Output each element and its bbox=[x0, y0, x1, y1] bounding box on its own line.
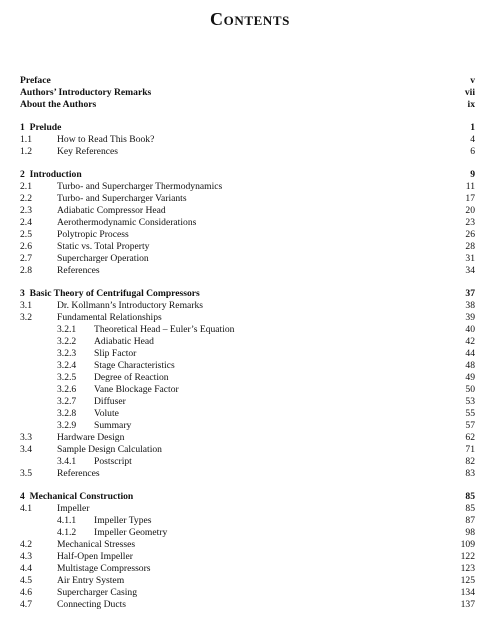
toc-entry-page: 37 bbox=[465, 288, 475, 299]
toc-entry-page: 85 bbox=[465, 491, 475, 502]
section-title: Supercharger Operation bbox=[57, 253, 149, 264]
toc-section-entry[interactable] bbox=[20, 468, 475, 480]
section-title: Key References bbox=[57, 146, 118, 157]
toc-section-entry[interactable] bbox=[20, 253, 475, 265]
section-title: Connecting Ducts bbox=[57, 599, 127, 610]
toc-entry-preface[interactable] bbox=[20, 75, 475, 87]
chapter-title-text: Mechanical Construction bbox=[29, 491, 134, 502]
toc-section-entry[interactable] bbox=[20, 193, 475, 205]
chapter-title bbox=[20, 169, 82, 181]
toc-subsection-entry[interactable] bbox=[20, 384, 475, 396]
section-title: Dr. Kollmann’s Introductory Remarks bbox=[57, 300, 204, 311]
toc-section-entry[interactable] bbox=[20, 432, 475, 444]
chapter-title-text: Introduction bbox=[29, 169, 82, 180]
section-title: Adiabatic Compressor Head bbox=[57, 205, 166, 216]
toc-entry-page: v bbox=[470, 75, 475, 86]
toc-entry-page: 123 bbox=[460, 563, 475, 574]
section-number: 3.2.7 bbox=[57, 396, 77, 407]
toc-entry-page: 39 bbox=[465, 312, 475, 323]
section-number: 3.2.9 bbox=[57, 420, 77, 431]
section-title: Impeller bbox=[57, 503, 90, 514]
toc-entry-page: 49 bbox=[465, 372, 475, 383]
section-title: How to Read This Book? bbox=[57, 134, 155, 145]
section-title: Air Entry System bbox=[57, 575, 125, 586]
section-number: 3.2.6 bbox=[57, 384, 77, 395]
section-title: Mechanical Stresses bbox=[57, 539, 136, 550]
section-number: 3.5 bbox=[20, 468, 32, 479]
toc-section-entry[interactable] bbox=[20, 539, 475, 551]
chapter-title bbox=[20, 491, 133, 503]
section-number: 4.4 bbox=[20, 563, 32, 574]
section-number: 3.2.2 bbox=[57, 336, 77, 347]
toc-spacer bbox=[20, 277, 475, 288]
section-number: 2.5 bbox=[20, 229, 32, 240]
toc-section-entry[interactable] bbox=[20, 312, 475, 324]
toc-entry-page: 53 bbox=[465, 396, 475, 407]
section-number: 3.2.1 bbox=[57, 324, 77, 335]
section-title: Volute bbox=[94, 408, 119, 419]
toc-entry-page: 40 bbox=[465, 324, 475, 335]
toc-entry-page: 9 bbox=[470, 169, 475, 180]
toc-entry-page: 134 bbox=[460, 587, 475, 598]
toc-entry-page: 50 bbox=[465, 384, 475, 395]
toc-entry-page: 87 bbox=[465, 515, 475, 526]
section-number: 4.1.1 bbox=[57, 515, 77, 526]
section-number: 2.3 bbox=[20, 205, 32, 216]
toc-entry-page: 122 bbox=[460, 551, 475, 562]
section-number: 3.4.1 bbox=[57, 456, 77, 467]
toc-entry-page: 109 bbox=[460, 539, 475, 550]
section-title: Stage Characteristics bbox=[94, 360, 175, 371]
section-title: Fundamental Relationships bbox=[57, 312, 162, 323]
section-title: Impeller Geometry bbox=[94, 527, 168, 538]
toc-entry-page: 28 bbox=[465, 241, 475, 252]
toc-section-entry[interactable] bbox=[20, 503, 475, 515]
chapter-heading[interactable] bbox=[20, 122, 475, 134]
chapter-number: 2 bbox=[20, 169, 25, 180]
section-number: 2.1 bbox=[20, 181, 32, 192]
chapter-title bbox=[20, 288, 200, 300]
toc-subsection-entry[interactable] bbox=[20, 336, 475, 348]
section-title: Slip Factor bbox=[94, 348, 137, 359]
toc-entry-page: 137 bbox=[460, 599, 475, 610]
section-number: 2.2 bbox=[20, 193, 32, 204]
section-number: 4.6 bbox=[20, 587, 32, 598]
toc-entry-page: 31 bbox=[465, 253, 475, 264]
toc-entry-page: 20 bbox=[465, 205, 475, 216]
toc-section-entry[interactable] bbox=[20, 265, 475, 277]
section-number: 2.6 bbox=[20, 241, 32, 252]
page-title: Contents bbox=[210, 9, 290, 29]
toc-section-entry[interactable] bbox=[20, 241, 475, 253]
toc-entry-page: 55 bbox=[465, 408, 475, 419]
toc-section-entry[interactable] bbox=[20, 217, 475, 229]
chapter-number: 4 bbox=[20, 491, 25, 502]
toc-spacer bbox=[20, 158, 475, 169]
toc-section-entry[interactable] bbox=[20, 587, 475, 599]
toc-entry-page: 83 bbox=[465, 468, 475, 479]
section-number: 2.7 bbox=[20, 253, 32, 264]
toc-entry-page: 57 bbox=[465, 420, 475, 431]
toc-entry-page: 34 bbox=[465, 265, 475, 276]
chapter-heading[interactable] bbox=[20, 288, 475, 300]
toc-subsection-entry[interactable] bbox=[20, 420, 475, 432]
toc-entry-page: 26 bbox=[465, 229, 475, 240]
toc-entry-page: 48 bbox=[465, 360, 475, 371]
toc-entry-title: About the Authors bbox=[20, 99, 97, 110]
section-number: 4.7 bbox=[20, 599, 32, 610]
table-of-contents bbox=[20, 75, 475, 611]
section-number: 3.4 bbox=[20, 444, 32, 455]
toc-subsection-entry[interactable] bbox=[20, 408, 475, 420]
toc-entry-page: ix bbox=[467, 99, 475, 110]
toc-spacer bbox=[20, 480, 475, 491]
toc-spacer bbox=[20, 111, 475, 122]
section-title: Turbo- and Supercharger Variants bbox=[57, 193, 187, 204]
toc-section-entry[interactable] bbox=[20, 551, 475, 563]
section-number: 3.2.5 bbox=[57, 372, 77, 383]
section-number: 3.2 bbox=[20, 312, 32, 323]
toc-entry-title: Preface bbox=[20, 75, 51, 86]
toc-section-entry[interactable] bbox=[20, 444, 475, 456]
section-title: Turbo- and Supercharger Thermodynamics bbox=[57, 181, 223, 192]
toc-subsection-entry[interactable] bbox=[20, 527, 475, 539]
section-number: 1.2 bbox=[20, 146, 32, 157]
toc-entry-page: 98 bbox=[465, 527, 475, 538]
section-title: Postscript bbox=[94, 456, 132, 467]
toc-entry-page: 42 bbox=[465, 336, 475, 347]
chapter-heading[interactable] bbox=[20, 491, 475, 503]
toc-section-entry[interactable] bbox=[20, 599, 475, 611]
toc-entry-page: 11 bbox=[465, 181, 475, 192]
toc-section-entry[interactable] bbox=[20, 229, 475, 241]
toc-entry-page: 38 bbox=[465, 300, 475, 311]
toc-entry-page: 23 bbox=[465, 217, 475, 228]
toc-entry-title: Authors’ Introductory Remarks bbox=[20, 87, 152, 98]
section-title: Vane Blockage Factor bbox=[94, 384, 179, 395]
toc-subsection-entry[interactable] bbox=[20, 324, 475, 336]
section-number: 4.2 bbox=[20, 539, 32, 550]
section-title: Summary bbox=[94, 420, 132, 431]
toc-subsection-entry[interactable] bbox=[20, 372, 475, 384]
chapter-number: 3 bbox=[20, 288, 25, 299]
chapter-heading[interactable] bbox=[20, 169, 475, 181]
section-title: Multistage Compressors bbox=[57, 563, 151, 574]
section-number: 4.3 bbox=[20, 551, 32, 562]
section-title: Aerothermodynamic Considerations bbox=[57, 217, 197, 228]
section-title: References bbox=[57, 265, 100, 276]
section-title: Theoretical Head – Euler’s Equation bbox=[94, 324, 235, 335]
section-number: 3.2.3 bbox=[57, 348, 77, 359]
toc-entry-page: 71 bbox=[465, 444, 475, 455]
toc-entry-page: 62 bbox=[465, 432, 475, 443]
toc-section-entry[interactable] bbox=[20, 181, 475, 193]
toc-entry-page: 44 bbox=[465, 348, 475, 359]
toc-entry-page: 6 bbox=[470, 146, 475, 157]
chapter-title bbox=[20, 122, 61, 134]
toc-section-entry[interactable] bbox=[20, 134, 475, 146]
toc-section-entry[interactable] bbox=[20, 563, 475, 575]
chapter-number: 1 bbox=[20, 122, 25, 133]
section-number: 3.3 bbox=[20, 432, 32, 443]
toc-entry-page: 4 bbox=[470, 134, 475, 145]
toc-section-entry[interactable] bbox=[20, 146, 475, 158]
toc-subsection-entry[interactable] bbox=[20, 360, 475, 372]
section-number: 2.4 bbox=[20, 217, 32, 228]
section-title: Degree of Reaction bbox=[94, 372, 169, 383]
toc-section-entry[interactable] bbox=[20, 300, 475, 312]
toc-entry-page: 85 bbox=[465, 503, 475, 514]
section-title: References bbox=[57, 468, 100, 479]
toc-entry-about-authors[interactable] bbox=[20, 99, 475, 111]
toc-entry-page: 17 bbox=[465, 193, 475, 204]
section-title: Polytropic Process bbox=[57, 229, 129, 240]
toc-entry-page: vii bbox=[464, 87, 475, 98]
section-title: Supercharger Casing bbox=[57, 587, 138, 598]
toc-entry-page: 82 bbox=[465, 456, 475, 467]
toc-subsection-entry[interactable] bbox=[20, 456, 475, 468]
section-title: Diffuser bbox=[94, 396, 126, 407]
toc-entry-page: 1 bbox=[470, 122, 475, 133]
section-title: Adiabatic Head bbox=[94, 336, 154, 347]
toc-subsection-entry[interactable] bbox=[20, 396, 475, 408]
section-title: Hardware Design bbox=[57, 432, 125, 443]
chapter-title-text: Basic Theory of Centrifugal Compressors bbox=[29, 288, 200, 299]
section-number: 4.5 bbox=[20, 575, 32, 586]
chapter-title-text: Prelude bbox=[29, 122, 62, 133]
toc-entry-authors-remarks[interactable] bbox=[20, 87, 475, 99]
section-number: 1.1 bbox=[20, 134, 32, 145]
section-title: Half-Open Impeller bbox=[57, 551, 133, 562]
section-number: 4.1 bbox=[20, 503, 32, 514]
toc-entry-page: 125 bbox=[460, 575, 475, 586]
section-number: 2.8 bbox=[20, 265, 32, 276]
section-number: 3.2.8 bbox=[57, 408, 77, 419]
section-number: 3.2.4 bbox=[57, 360, 77, 371]
toc-section-entry[interactable] bbox=[20, 575, 475, 587]
section-number: 4.1.2 bbox=[57, 527, 77, 538]
section-title: Impeller Types bbox=[94, 515, 152, 526]
toc-subsection-entry[interactable] bbox=[20, 515, 475, 527]
section-title: Static vs. Total Property bbox=[57, 241, 150, 252]
toc-section-entry[interactable] bbox=[20, 205, 475, 217]
section-title: Sample Design Calculation bbox=[57, 444, 162, 455]
section-number: 3.1 bbox=[20, 300, 32, 311]
toc-subsection-entry[interactable] bbox=[20, 348, 475, 360]
